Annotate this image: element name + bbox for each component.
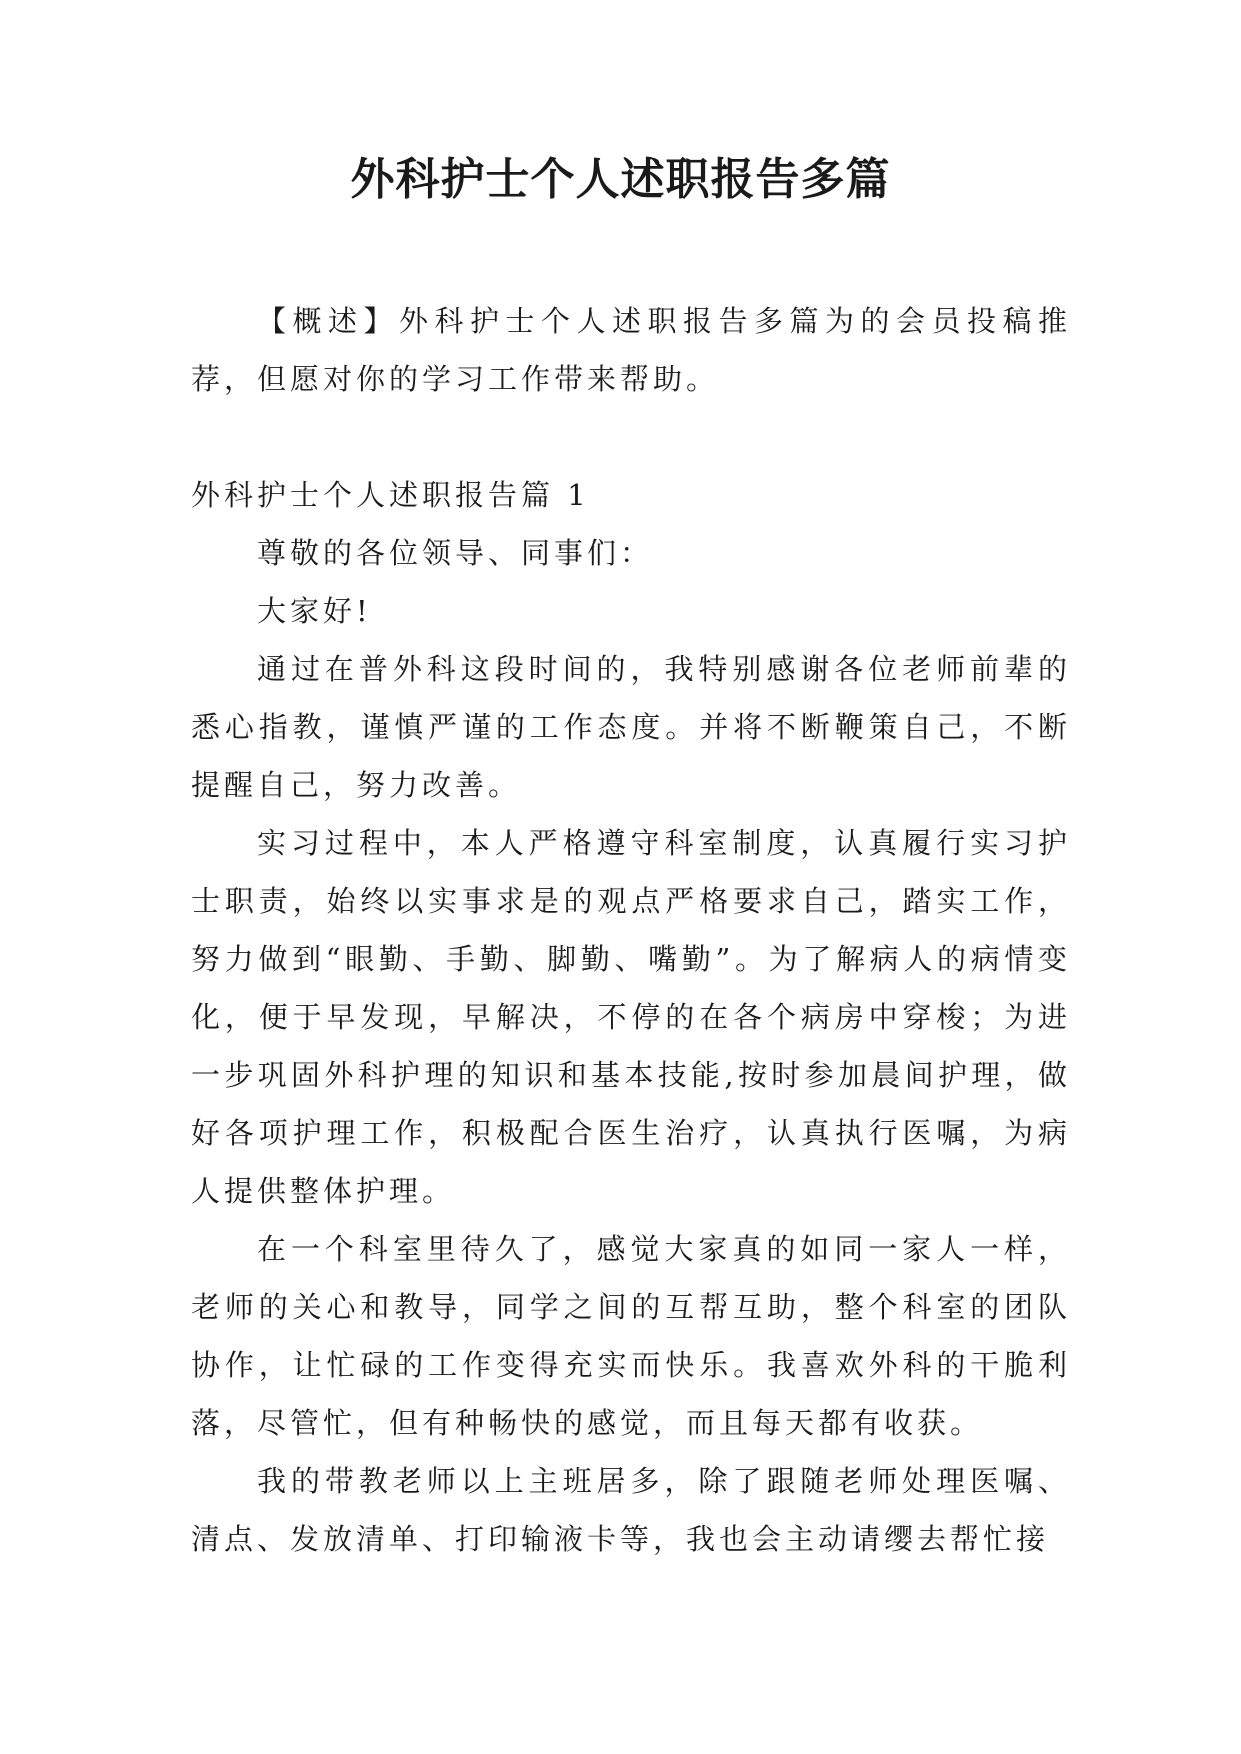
- document-title: 外科护士个人述职报告多篇: [350, 154, 891, 205]
- paragraph-1: 通过在普外科这段时间的，我特别感谢各位老师前辈的悉心指教，谨慎严谨的工作态度。并将不断鞭策自己，不断提醒自己，努力改善。: [191, 652, 1071, 802]
- paragraph-3: 在一个科室里待久了，感觉大家真的如同一家人一样，老师的关心和教导，同学之间的互帮互助，整个科室的团队协作，让忙碌的工作变得充实而快乐。我喜欢外科的干脆利落，尽管忙，但有种畅快的感觉，而且每天都有收获。: [191, 1232, 1071, 1440]
- section-heading: 外科护士个人述职报告篇 1: [191, 478, 590, 512]
- document-body: [191, 292, 1071, 1568]
- paragraph-4: 我的带教老师以上主班居多，除了跟随老师处理医嘱、清点、发放清单、打印输液卡等，我也会主动请缨去帮忙接: [191, 1464, 1071, 1556]
- summary-paragraph: 【概述】外科护士个人述职报告多篇为的会员投稿推荐，但愿对你的学习工作带来帮助。: [191, 304, 1071, 396]
- paragraph-2: 实习过程中，本人严格遵守科室制度，认真履行实习护士职责，始终以实事求是的观点严格要求自己，踏实工作，努力做到“眼勤、手勤、脚勤、嘴勤”。为了解病人的病情变化，便于早发现，早解决，不停的在各个病房中穿梭；为进一步巩固外科护理的知识和基本技能,按时参加晨间护理，做好各项护理工作，积极配合医生治疗，认真执行医嘱，为病人提供整体护理。: [191, 826, 1071, 1208]
- paragraph-salutation: 尊敬的各位领导、同事们：: [257, 536, 654, 570]
- paragraph-greeting: 大家好!: [257, 594, 372, 628]
